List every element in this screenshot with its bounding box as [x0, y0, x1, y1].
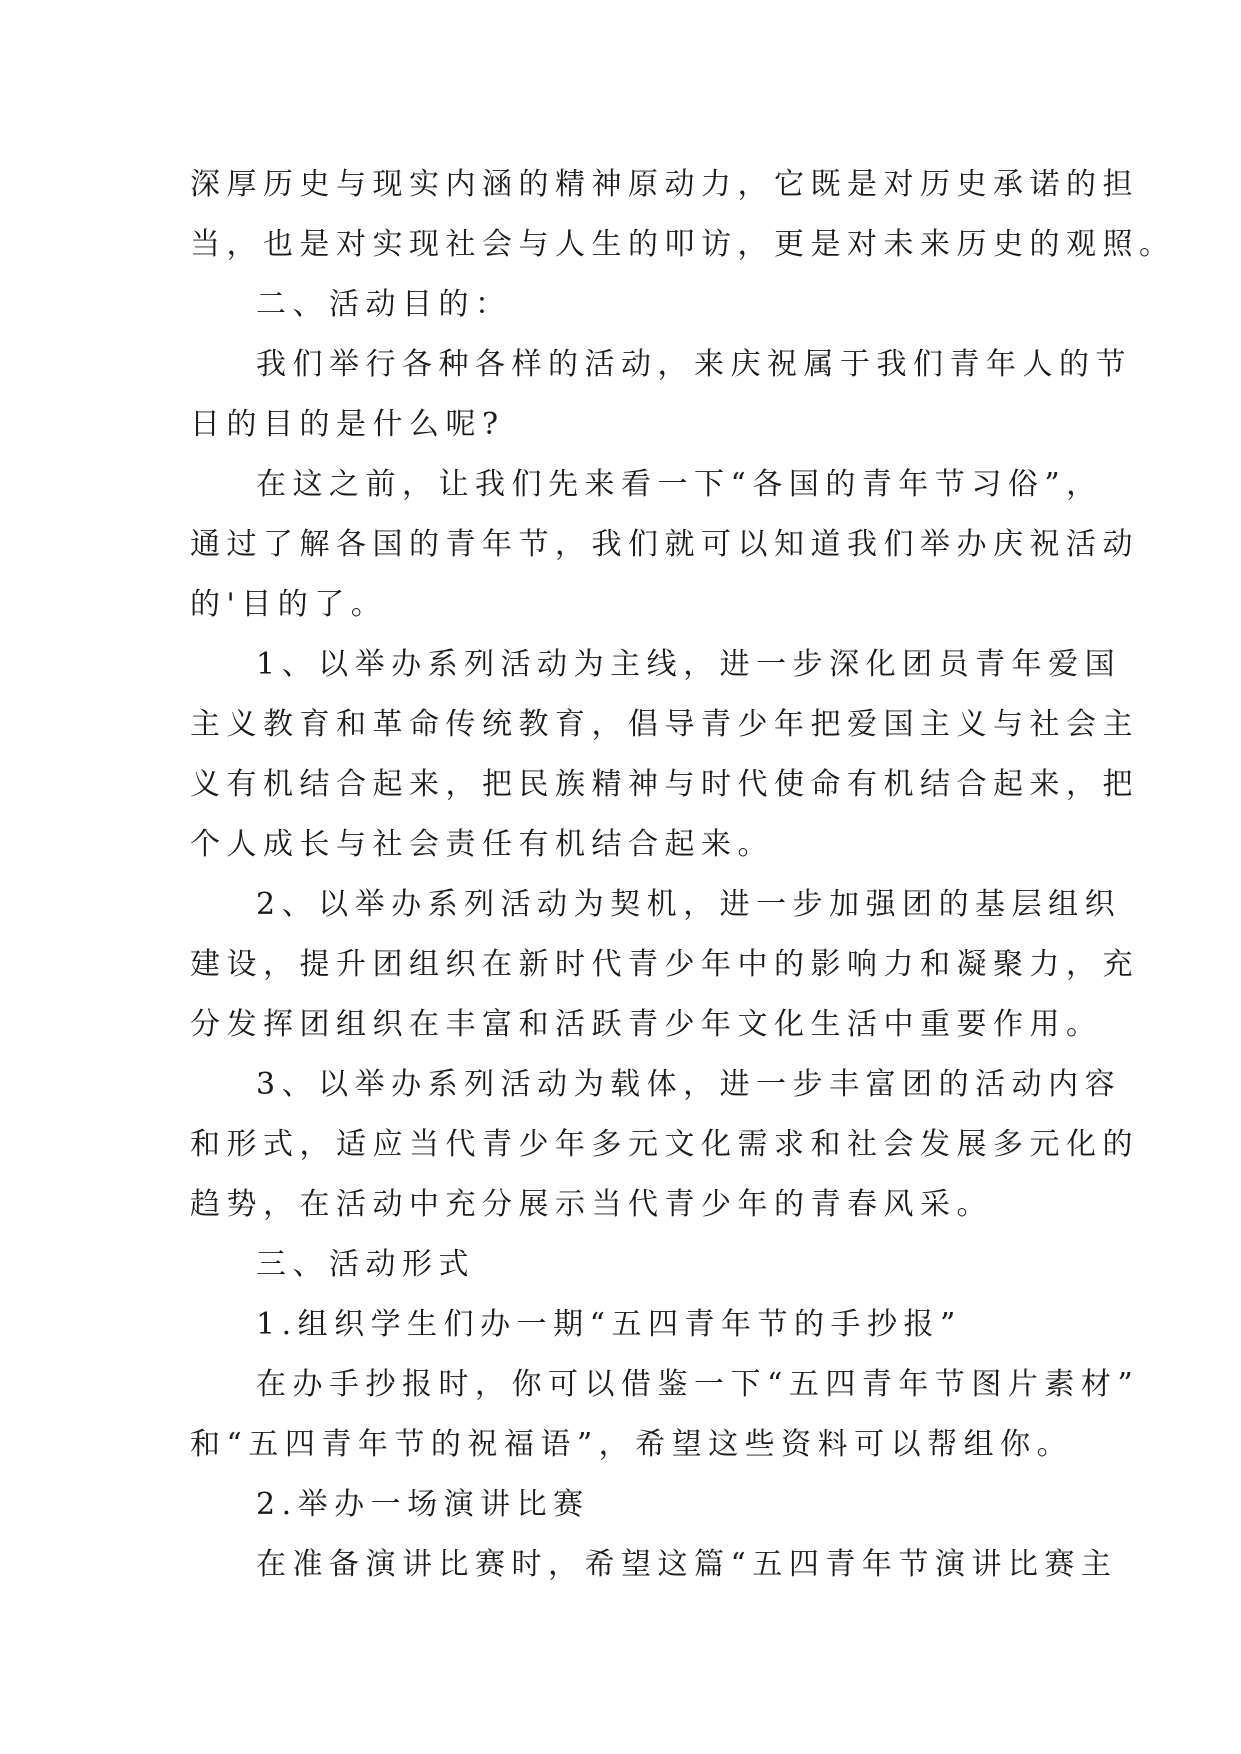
paragraph-line: 的'目的了。 — [190, 587, 388, 622]
subsection-heading: 2.举办一场演讲比赛 — [256, 1487, 590, 1522]
list-item-line: 个人成长与社会责任有机结合起来。 — [190, 827, 774, 862]
list-item-line: 和形式，适应当代青少年多元文化需求和社会发展多元化的 — [190, 1127, 1139, 1162]
list-item-line: 1、以举办系列活动为主线，进一步深化团员青年爱国 — [256, 647, 1122, 682]
paragraph-line: 在这之前，让我们先来看一下“各国的青年节习俗”， — [256, 467, 1103, 502]
paragraph-line: 通过了解各国的青年节，我们就可以知道我们举办庆祝活动 — [190, 527, 1139, 562]
paragraph-line: 当，也是对实现社会与人生的叩访，更是对未来历史的观照。 — [190, 227, 1176, 262]
list-item-line: 主义教育和革命传统教育，倡导青少年把爱国主义与社会主 — [190, 707, 1139, 742]
list-item-line: 义有机结合起来，把民族精神与时代使命有机结合起来，把 — [190, 767, 1139, 802]
paragraph-line: 和“五四青年节的祝福语”，希望这些资料可以帮组你。 — [190, 1427, 1074, 1462]
paragraph-line: 深厚历史与现实内涵的精神原动力，它既是对历史承诺的担 — [190, 167, 1139, 202]
paragraph-line: 在准备演讲比赛时，希望这篇“五四青年节演讲比赛主 — [256, 1547, 1118, 1582]
list-item-line: 建设，提升团组织在新时代青少年中的影响力和凝聚力，充 — [190, 947, 1139, 982]
section-heading: 三、活动形式 — [256, 1247, 475, 1282]
list-item-line: 3、以举办系列活动为载体，进一步丰富团的活动内容 — [256, 1067, 1122, 1102]
list-item-line: 趋势，在活动中充分展示当代青少年的青春风采。 — [190, 1187, 993, 1222]
section-heading: 二、活动目的： — [256, 287, 512, 322]
paragraph-line: 我们举行各种各样的活动，来庆祝属于我们青年人的节 — [256, 347, 1132, 382]
list-item-line: 2、以举办系列活动为契机，进一步加强团的基层组织 — [256, 887, 1122, 922]
subsection-heading: 1.组织学生们办一期“五四青年节的手抄报” — [256, 1307, 962, 1342]
paragraph-line: 日的目的是什么呢? — [190, 407, 505, 442]
paragraph-line: 在办手抄报时，你可以借鉴一下“五四青年节图片素材” — [256, 1367, 1140, 1402]
list-item-line: 分发挥团组织在丰富和活跃青少年文化生活中重要作用。 — [190, 1007, 1103, 1042]
